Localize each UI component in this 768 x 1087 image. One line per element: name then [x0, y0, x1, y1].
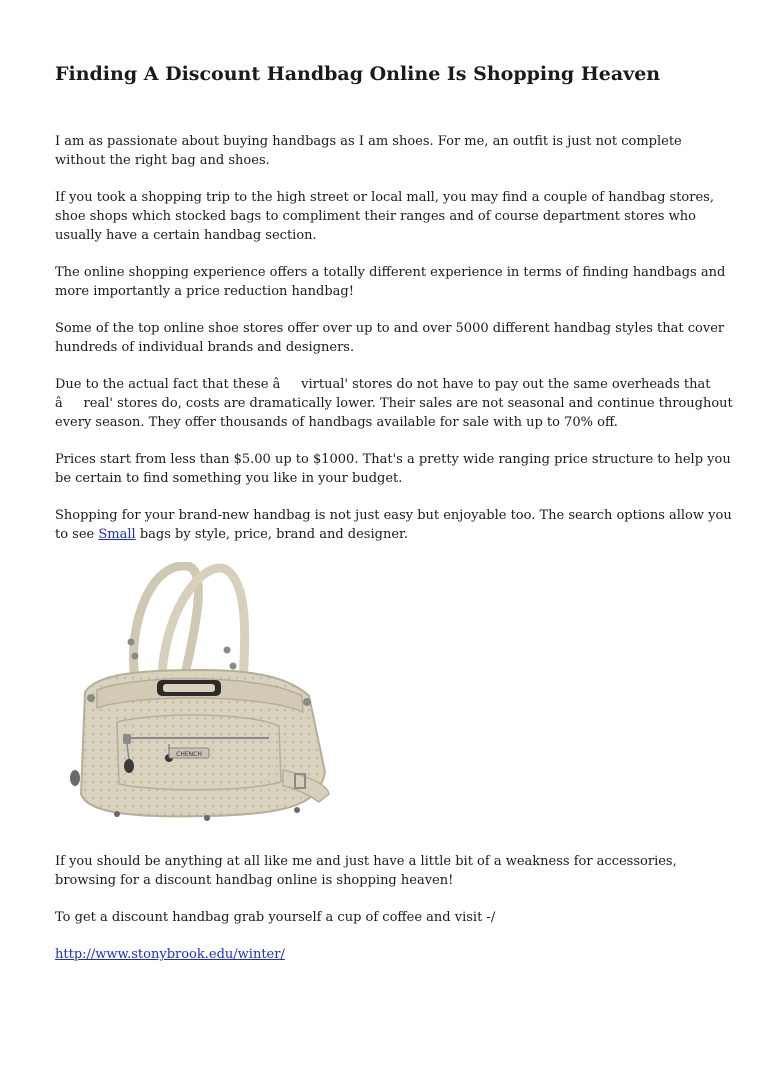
paragraph-7-text-after: bags by style, price, brand and designer.: [135, 527, 408, 542]
paragraph-7: [55, 506, 735, 544]
document-page: [55, 60, 735, 982]
bag-brand-label: CHENCH: [176, 751, 202, 758]
document-title: Finding A Discount Handbag Online Is Shopping Heaven: [55, 63, 661, 85]
paragraph-8: If you should be anything at all like me and just have a little bit of a weakness for accessories, browsing for a discount handbag online is shopping heaven!: [55, 854, 677, 888]
paragraph-2: If you took a shopping trip to the high street or local mall, you may find a couple of handbag stores, shoe shops which stocked bags to compliment their ranges and of course department stores who usually have a certain handbag section.: [55, 190, 714, 243]
paragraph-1: I am as passionate about buying handbags as I am shoes. For me, an outfit is just not complete without the right bag and shoes.: [55, 134, 682, 168]
handbag-image: [57, 562, 347, 822]
paragraph-5: Due to the actual fact that these âvirtual' stores do not have to pay out the same overheads that âreal' stores do, costs are dramatically lower. Their sales are not seasonal and continue throughout every season. They offer thousands of handbags available for sale with up to 70% off.: [55, 377, 733, 430]
final-link-paragraph: [55, 945, 735, 964]
paragraph-7-text-before: Shopping for your brand-new handbag is not just easy but enjoyable too. The search options allow you to see: [55, 508, 732, 542]
paragraph-9: To get a discount handbag grab yourself a cup of coffee and visit -/: [55, 910, 496, 925]
small-bags-link[interactable]: Small: [98, 527, 136, 542]
stonybrook-link[interactable]: http://www.stonybrook.edu/winter/: [55, 947, 285, 962]
paragraph-3: The online shopping experience offers a totally different experience in terms of finding handbags and more importantly a price reduction handbag!: [55, 265, 726, 299]
handbag-photo: [57, 562, 347, 822]
paragraph-6: Prices start from less than $5.00 up to $1000. That's a pretty wide ranging price structure to help you be certain to find something you like in your budget.: [55, 452, 731, 486]
paragraph-4: Some of the top online shoe stores offer over up to and over 5000 different handbag styles that cover hundreds of individual brands and designers.: [55, 321, 725, 355]
